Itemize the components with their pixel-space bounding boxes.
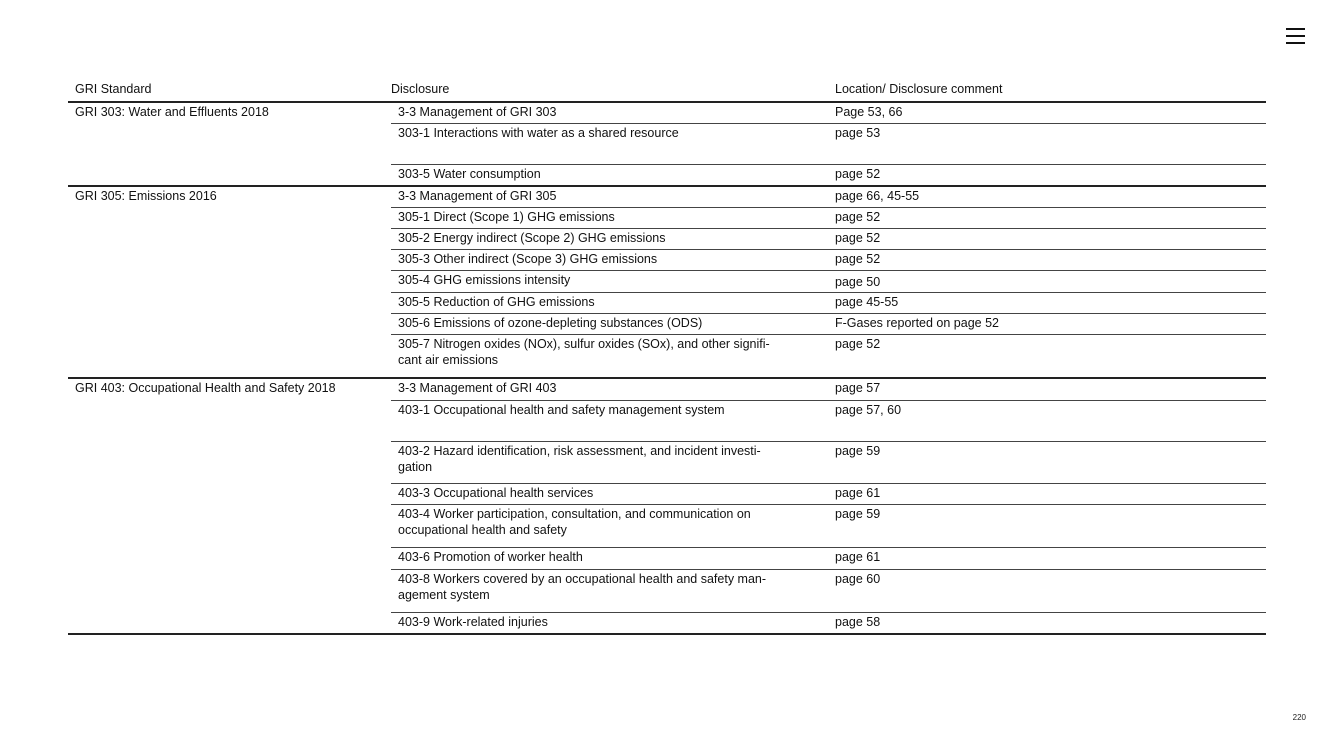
disclosure-cell: 305-6 Emissions of ozone-depleting substances (ODS) [398,316,703,330]
group-standard-label: GRI 305: Emissions 2016 [75,189,217,203]
disclosure-cell: 3-3 Management of GRI 305 [398,189,557,203]
gri-403-group [68,379,1266,635]
disclosure-cell: 3-3 Management of GRI 303 [398,105,557,119]
table-row [391,613,1266,633]
location-cell: page 61 [835,486,881,500]
location-cell: page 52 [835,252,881,266]
location-cell: page 59 [835,444,881,458]
table-row [391,250,1266,271]
disclosure-cell: 3-3 Management of GRI 403 [398,381,557,395]
table-row [391,271,1266,293]
table-row [391,208,1266,229]
header-disclosure: Disclosure [391,82,450,96]
location-cell: page 61 [835,550,881,564]
disclosure-cell: 403-1 Occupational health and safety management system [398,403,725,417]
location-cell: page 59 [835,507,881,521]
table-row [391,124,1266,165]
location-cell: F-Gases reported on page 52 [835,316,999,330]
location-cell: page 57 [835,381,881,395]
disclosure-cell: 403-9 Work-related injuries [398,615,548,629]
disclosure-cell: 403-4 Worker participation, consultation, and communication on occupational health and safety [398,507,751,537]
location-cell: page 52 [835,167,881,181]
hamburger-menu-icon[interactable] [1286,27,1306,45]
location-cell: page 52 [835,231,881,245]
table-row [391,165,1266,185]
group-standard-label: GRI 403: Occupational Health and Safety 2018 [75,381,336,395]
disclosure-cell: 305-2 Energy indirect (Scope 2) GHG emissions [398,231,666,245]
location-cell: page 50 [835,275,881,289]
gri-index-table [68,80,1266,635]
table-row [391,401,1266,442]
disclosure-cell: 303-1 Interactions with water as a shared resource [398,126,679,140]
gri-303-group [68,103,1266,187]
table-header-row [68,80,1266,103]
disclosure-cell: 303-5 Water consumption [398,167,541,181]
disclosure-cell: 305-1 Direct (Scope 1) GHG emissions [398,210,615,224]
table-row [391,570,1266,613]
location-cell: page 45-55 [835,295,899,309]
table-row [391,442,1266,484]
table-row [391,187,1266,208]
disclosure-cell: 403-3 Occupational health services [398,486,594,500]
location-cell: page 60 [835,572,881,586]
disclosure-cell: 403-8 Workers covered by an occupational health and safety man- agement system [398,572,767,602]
table-row [391,379,1266,401]
table-row [391,335,1266,377]
table-row [391,314,1266,335]
table-row [391,229,1266,250]
location-cell: page 52 [835,210,881,224]
location-cell: page 52 [835,337,881,351]
disclosure-cell: 403-6 Promotion of worker health [398,550,583,564]
group-standard-label: GRI 303: Water and Effluents 2018 [75,105,269,119]
location-cell: page 66, 45-55 [835,189,920,203]
location-cell: page 58 [835,615,881,629]
table-row [391,484,1266,505]
location-cell: Page 53, 66 [835,105,903,119]
table-row [391,103,1266,124]
header-location: Location/ Disclosure comment [835,82,1003,96]
page-number: 220 [1292,713,1306,722]
disclosure-cell: 305-7 Nitrogen oxides (NOx), sulfur oxides (SOx), and other signifi- cant air emissions [398,337,770,367]
table-row [391,293,1266,314]
location-cell: page 57, 60 [835,403,902,417]
disclosure-cell: 305-3 Other indirect (Scope 3) GHG emissions [398,252,658,266]
table-row [391,505,1266,548]
disclosure-cell: 305-5 Reduction of GHG emissions [398,295,595,309]
location-cell: page 53 [835,126,881,140]
disclosure-cell: 403-2 Hazard identification, risk assessment, and incident investi- gation [398,444,761,474]
gri-305-group [68,187,1266,379]
header-gri-standard: GRI Standard [75,82,152,96]
disclosure-cell: 305-4 GHG emissions intensity [398,273,571,287]
table-row [391,548,1266,570]
